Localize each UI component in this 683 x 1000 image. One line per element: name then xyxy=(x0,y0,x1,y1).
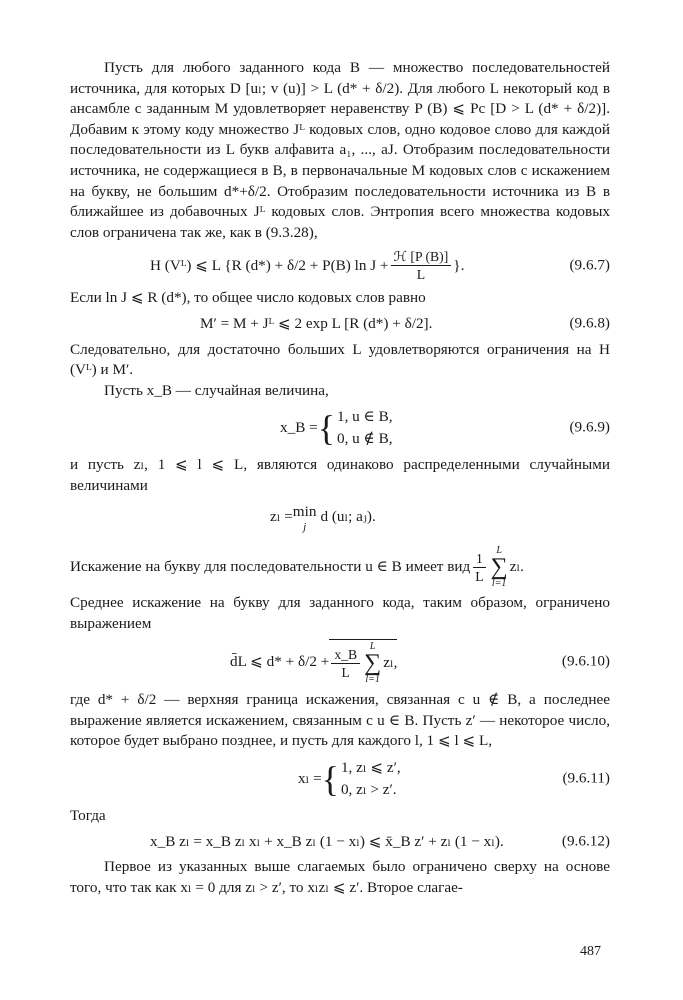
eq1-rhs: }. xyxy=(453,256,465,274)
eq6-case-1: 1, zₗ ⩽ z′, xyxy=(340,759,401,777)
paragraph-3: Следовательно, для достаточно больших L удовлетворяются ограничения на H (Vᴸ) и M′. xyxy=(70,340,610,379)
paragraph-8: где d* + δ/2 — верхняя граница искажения, связанная с u ∉ B, а последнее выражение является искажением, связанным с u ∈ B. Пусть z′ — некоторое число, которое будет выбрано позднее, и пусть для каждого l, 1 ⩽ l ⩽ L, xyxy=(70,691,610,750)
paragraph-9: Тогда xyxy=(70,807,106,825)
equation-9-6-9 xyxy=(70,406,610,450)
p6-sum-bot: l=1 xyxy=(491,578,507,590)
eq3-case-2: 0, u ∉ B, xyxy=(336,430,393,448)
p6-frac-den: L xyxy=(475,568,484,584)
eq3-cases xyxy=(337,406,393,450)
eq4-op: min xyxy=(292,502,317,520)
equation-zl xyxy=(70,502,610,533)
p6-sigma: ∑ xyxy=(490,554,508,581)
paragraph-7: Среднее искажение на букву для заданного кода, таким образом, ограничено выражением xyxy=(70,594,610,632)
eq6-lhs: xₗ = xyxy=(298,769,322,787)
eq3-number: (9.6.9) xyxy=(569,419,610,437)
eq5-sum-bot: l=1 xyxy=(365,674,380,686)
eq3-lhs: x_B = xyxy=(280,419,318,437)
eq5-frac-num: x_B xyxy=(331,646,360,664)
eq3-brace: { xyxy=(317,408,335,449)
eq2-number: (9.6.8) xyxy=(569,314,610,332)
eq6-number: (9.6.11) xyxy=(562,769,610,787)
eq6-brace: { xyxy=(321,759,339,800)
eq5-frac-den: L xyxy=(341,664,350,680)
paragraph-6 xyxy=(70,545,524,589)
eq5-fraction xyxy=(331,646,360,681)
eq5-number: (9.6.10) xyxy=(561,652,610,670)
equation-9-6-12 xyxy=(70,832,610,853)
eq4-op-sub: j xyxy=(303,521,307,534)
eq4-min-operator xyxy=(293,502,317,533)
p6-fraction xyxy=(472,550,486,585)
eq7-number: (9.6.12) xyxy=(561,832,610,850)
eq6-case-2: 0, zₗ > z′. xyxy=(340,781,397,799)
page-body xyxy=(70,58,610,898)
p6-tail: zₗ. xyxy=(509,557,524,575)
eq6-cases xyxy=(341,757,401,801)
paragraph-10: Первое из указанных выше слагаемых было ограничено сверху на основе того, что так как xₗ = 0 для zₗ > z′, то xₗzₗ ⩽ z′. Второе слагае- xyxy=(70,858,610,896)
eq5-sigma: ∑ xyxy=(364,650,382,677)
eq1-frac-num: ℋ [P (B)] xyxy=(391,248,452,266)
eq2-expr: M′ = M + Jᴸ ⩽ 2 exp L [R (d*) + δ/2]. xyxy=(200,314,433,332)
eq1-frac-den: L xyxy=(416,267,426,283)
paragraph-2: Если ln J ⩽ R (d*), то общее число кодовых слов равно xyxy=(70,289,426,307)
p6-sum-operator xyxy=(491,545,508,589)
p6-frac-num: 1 xyxy=(473,550,486,568)
eq7-expr: x_B zₗ = x_B zₗ xₗ + x_B zₗ (1 − xₗ) ⩽ x̄_B z′ + zₗ (1 − xₗ). xyxy=(150,832,504,850)
eq1-fraction xyxy=(391,248,452,283)
paragraph-1: Пусть для любого заданного кода B — множество последовательностей источника, для которых D [uₗ; v (u)] > L (d* + δ/2). Для любого L некоторый код в ансамбле с заданным M удовлетворяет неравенству P (B) ⩽ Pс [D > L (d* + δ/2)]. Добавим к этому коду множество Jᴸ кодовых слов, одно кодовое слово для каждой последовательности из L букв алфавита a₁, ..., aJ. Отобразим последовательности источника, не содержащиеся в B, в первоначальные M кодовых слов с искажением на букву, не большим d*+δ/2. Отобразим последовательности источника из B в ближайшее из добавочных Jᴸ кодовых слов. Энтропия всего множества кодовых слов ограничена так же, как в (9.3.28), xyxy=(70,59,610,241)
eq5-sum-operator xyxy=(364,641,381,685)
equation-9-6-8 xyxy=(70,314,610,335)
eq5-sum-top: L xyxy=(369,641,376,653)
page-number: 487 xyxy=(580,944,601,959)
eq5-tail: zₗ, xyxy=(383,653,398,671)
eq4-lhs: zₗ = xyxy=(270,507,293,525)
equation-9-6-7 xyxy=(70,248,610,283)
paragraph-4: Пусть x_B — случайная величина, xyxy=(104,381,329,399)
paragraph-5: и пусть zₗ, 1 ⩽ l ⩽ L, являются одинаково распределенными случайными величинами xyxy=(70,456,610,494)
equation-9-6-11 xyxy=(70,757,610,801)
eq1-lhs: H (Vᴸ) ⩽ L {R (d*) + δ/2 + P(B) ln J + xyxy=(150,256,389,274)
eq1-number: (9.6.7) xyxy=(569,256,610,274)
p6-text: Искажение на букву для последовательности u ∈ B имеет вид xyxy=(70,557,471,575)
p6-sum-top: L xyxy=(496,545,502,557)
eq5-lhs: d̄L ⩽ d* + δ/2 + xyxy=(230,652,330,670)
eq4-rhs: d (uₗ; aⱼ). xyxy=(320,507,376,525)
eq5-overlined-term xyxy=(329,639,397,685)
equation-9-6-10 xyxy=(70,639,610,685)
eq3-case-1: 1, u ∈ B, xyxy=(336,408,393,426)
